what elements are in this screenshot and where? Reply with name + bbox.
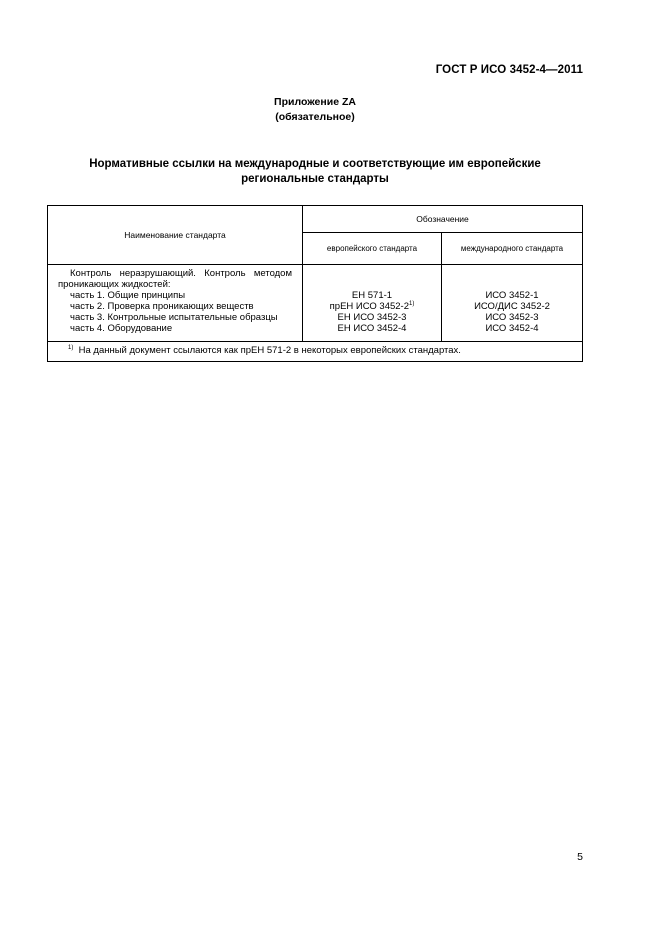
part-name: часть 4. Оборудование xyxy=(70,323,173,334)
page-number: 5 xyxy=(577,851,583,863)
header-international: международного стандарта xyxy=(442,233,583,265)
footnote-mark: 1) xyxy=(68,344,74,351)
annex-title: Приложение ZA xyxy=(274,96,356,108)
footnote-text: На данный документ ссылаются как прЕН 571-2 в некоторых европейских стандартах. xyxy=(78,345,461,356)
part-name: часть 3. Контрольные испытательные образцы xyxy=(70,312,278,323)
annex-header xyxy=(0,95,630,125)
international-code: ИСО 3452-4 xyxy=(485,323,539,334)
european-code-text: прЕН ИСО 3452-2 xyxy=(329,301,409,312)
intro-line-2: проникающих жидкостей: xyxy=(58,279,171,290)
header-european: европейского стандарта xyxy=(303,233,442,265)
part-name: часть 1. Общие принципы xyxy=(70,290,186,301)
document-code: ГОСТ Р ИСО 3452-4—2011 xyxy=(435,64,583,76)
footnote xyxy=(48,342,583,362)
european-code xyxy=(307,301,437,312)
standard-names-cell xyxy=(48,265,303,342)
footnote-ref: 1) xyxy=(409,300,415,307)
international-code: ИСО 3452-1 xyxy=(485,290,539,301)
header-designation: Обозначение xyxy=(303,206,583,233)
intro-line-1: Контроль неразрушающий. Контроль методом xyxy=(70,268,292,279)
european-code: ЕН 571-1 xyxy=(351,290,393,301)
standards-table xyxy=(47,205,583,362)
heading-line-1: Нормативные ссылки на международные и соответствующие им европейские xyxy=(89,158,541,170)
international-code: ИСО 3452-3 xyxy=(485,312,539,323)
european-codes-cell xyxy=(303,265,442,342)
annex-status: (обязательное) xyxy=(275,111,355,123)
part-name: часть 2. Проверка проникающих веществ xyxy=(70,301,254,312)
header-standard-name: Наименование стандарта xyxy=(48,206,303,265)
european-code: ЕН ИСО 3452-3 xyxy=(337,312,407,323)
section-heading xyxy=(0,157,630,187)
european-code: ЕН ИСО 3452-4 xyxy=(337,323,407,334)
table-row xyxy=(48,265,583,342)
heading-line-2: региональные стандарты xyxy=(241,173,389,185)
international-codes-cell xyxy=(442,265,583,342)
international-code: ИСО/ДИС 3452-2 xyxy=(474,301,550,312)
